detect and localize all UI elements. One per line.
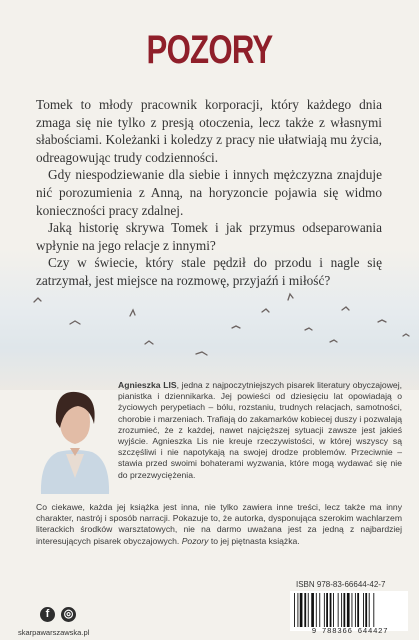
blurb-paragraph-4: Czy w świecie, który stale pędził do przodu i nagle się zatrzymał, jest miejsce na rozmowę, przyjaźń i miłość? <box>36 255 382 288</box>
isbn-label: ISBN 978-83-66644-42-7 <box>296 580 386 589</box>
author-bio-continued <box>36 502 402 547</box>
facebook-icon[interactable]: f <box>40 607 55 622</box>
author-bio <box>118 380 402 481</box>
author-name: Agnieszka LIS <box>118 380 177 390</box>
blurb-paragraph-1: Tomek to młody pracownik korporacji, który każdego dnia zmaga się nie tylko z presją otoczenia, lecz także z własnymi słabościami. Koleżanki i koledzy z pracy nie ułatwiają mu życia, odreagowując trudy codzienności. <box>36 97 382 165</box>
blurb-paragraph-2: Gdy niespodziewanie dla siebie i innych mężczyzna znajduje nić porozumienia z Anną, na horyzoncie pojawia się widmo konieczności pracy zdalnej. <box>36 167 382 218</box>
author-photo <box>36 382 114 494</box>
author-bio-end: to jej piętnasta książka. <box>208 535 300 546</box>
barcode <box>290 591 408 631</box>
book-title-inline: Pozory <box>181 535 209 546</box>
book-title: POZORY <box>146 28 273 72</box>
barcode-number: 9 788366 644427 <box>311 628 389 636</box>
publisher-website[interactable]: skarpawarszawska.pl <box>18 628 90 637</box>
blurb-paragraph-3: Jaką historię skrywa Tomek i jak przymus odseparowania wpłynie na jego relacje z innymi? <box>36 220 382 253</box>
instagram-icon[interactable]: ◎ <box>61 607 76 622</box>
author-bio-text: , jedna z najpoczytniejszych pisarek literatury obyczajowej, pianistka i dziennikarka. Jej powieści od dziesięciu lat opowiadają o życiowych perypetiach – bólu, rozstaniu, trudnych relacjach, samotności, chorobie i marzeniach. Trafiają do zakamarków kobiecej duszy i pozwalają zrozumieć, że z każdej, nawet najcięższej sytuacji zawsze jest jakieś wyjście. Agnieszka Lis nie kreuje rzeczywistości, w której wszyscy są szczęśliwi i nie napotykają na swojej drodze problemów. Przeciwnie – stawia przed swoimi bohaterami wyzwania, które mogą wydawać się nie do przezwyciężenia. <box>118 380 402 480</box>
blurb <box>36 96 382 290</box>
seagulls-illustration <box>0 280 419 370</box>
social-links <box>40 607 76 622</box>
author-bio-text-2: Co ciekawe, każda jej książka jest inna, nie tylko zawiera inne treści, lecz także ma inny charakter, nastrój i sposób narracji. Pokazuje to, że autorka, dysponująca szerokim wachlarzem literackich środków warsztatowych, nie na darmo uważana jest za jedną z najbardziej interesujących pisarek obyczajowych. <box>36 502 402 546</box>
